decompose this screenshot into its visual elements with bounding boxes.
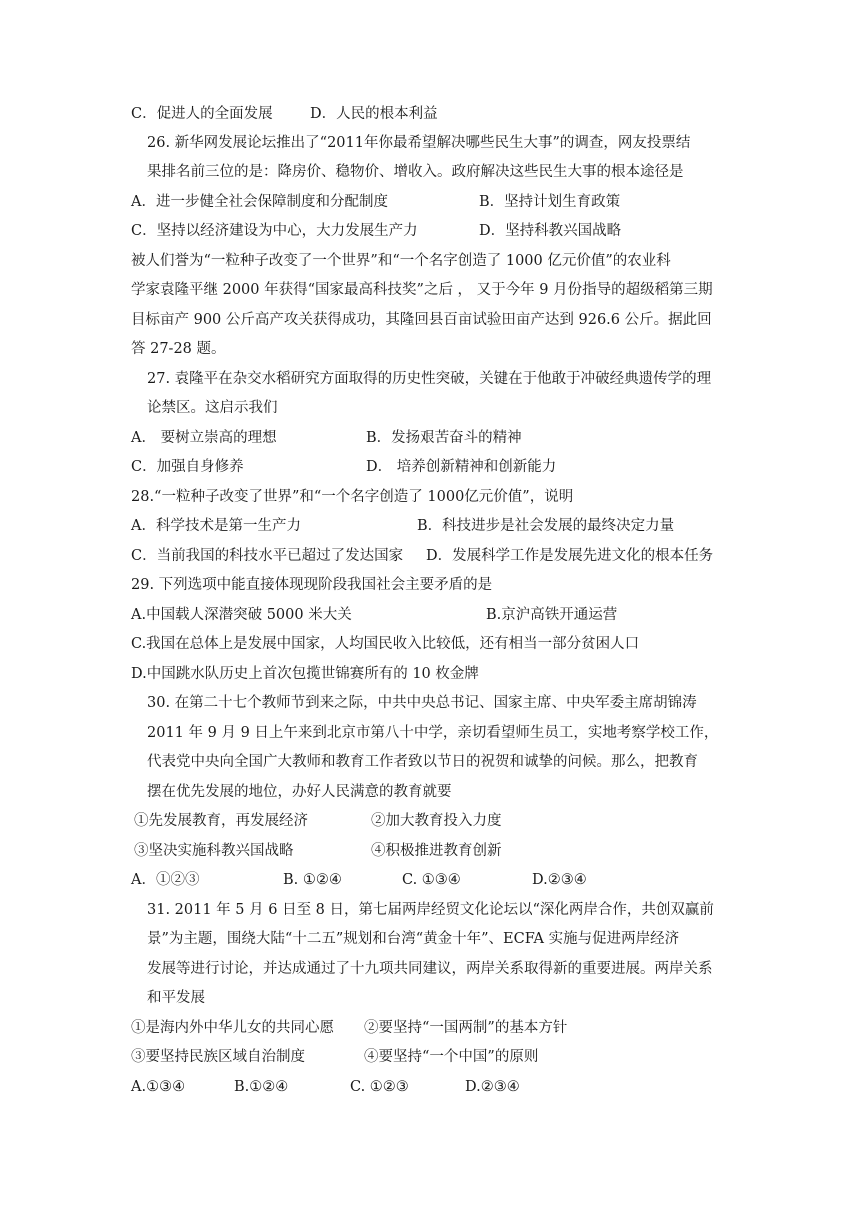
q25-option-d: D．人民的根本利益 — [310, 106, 438, 122]
q29-option-d: D.中国跳水队历史上首次包揽世锦赛所有的 10 枚金牌 — [131, 666, 479, 682]
q29-option-b: B.京沪高铁开通运营 — [486, 607, 618, 623]
passage-line-4: 答 27-28 题。 — [131, 341, 226, 357]
q31-item-2: ②要坚持“一国两制”的基本方针 — [364, 1020, 568, 1036]
q26-option-b: B．坚持计划生育政策 — [479, 194, 621, 210]
q31-option-c: C. ①②③ — [350, 1079, 409, 1095]
q26-stem-line-2: 果排名前三位的是：降房价、稳物价、增收入。政府解决这些民生大事的根本途径是 — [147, 164, 684, 180]
q30-item-2: ②加大教育投入力度 — [371, 813, 502, 829]
q30-option-c: C. ①③④ — [402, 872, 461, 888]
q28-option-a: A．科学技术是第一生产力 — [131, 518, 301, 534]
q27-option-a: A． 要树立崇高的理想 — [131, 430, 277, 446]
q29-stem: 29. 下列选项中能直接体现现阶段我国社会主要矛盾的是 — [131, 577, 493, 593]
q30-item-1: ①先发展教育，再发展经济 — [134, 813, 308, 829]
q27-stem-line-1: 27. 袁隆平在杂交水稻研究方面取得的历史性突破，关键在于他敢于冲破经典遗传学的理 — [147, 371, 712, 387]
q30-option-a: A．①②③ — [131, 872, 200, 888]
q29-option-c: C.我国在总体上是发展中国家，人均国民收入比较低，还有相当一部分贫困人口 — [131, 636, 640, 652]
q30-item-4: ④积极推进教育创新 — [371, 843, 502, 859]
q28-option-c: C．当前我国的科技水平已超过了发达国家 — [131, 548, 404, 564]
q30-stem-line-1: 30. 在第二十七个教师节到来之际，中共中央总书记、国家主席、中央军委主席胡锦涛 — [147, 695, 697, 711]
q26-option-a: A．进一步健全社会保障制度和分配制度 — [131, 194, 388, 210]
q30-option-b: B. ①②④ — [283, 872, 342, 888]
q27-option-c: C．加强自身修养 — [131, 459, 244, 475]
q29-option-a: A.中国载人深潜突破 5000 米大关 — [131, 607, 352, 623]
q28-option-d: D．发展科学工作是发展先进文化的根本任务 — [426, 548, 714, 564]
passage-line-1: 被人们誉为“一粒种子改变了一个世界”和“一个名字创造了 1000 亿元价值”的农业科 — [131, 253, 671, 269]
q31-item-3: ③要坚持民族区域自治制度 — [131, 1049, 305, 1065]
q28-option-b: B．科技进步是社会发展的最终决定力量 — [417, 518, 675, 534]
q27-option-d: D． 培养创新精神和创新能力 — [366, 459, 557, 475]
q31-stem-line-1: 31. 2011 年 5 月 6 日至 8 日，第七届两岸经贸文化论坛以“深化两岸合作，共创双赢前 — [147, 902, 714, 918]
q26-stem-line-1: 26. 新华网发展论坛推出了“2011年你最希望解决哪些民生大事”的调查，网友投票结 — [147, 135, 691, 151]
q31-option-b: B.①②④ — [234, 1079, 289, 1095]
q31-stem-line-4: 和平发展 — [147, 990, 205, 1006]
q26-option-d: D．坚持科教兴国战略 — [479, 223, 622, 239]
q28-stem: 28.“一粒种子改变了世界”和“一个名字创造了 1000亿元价值”，说明 — [131, 489, 574, 505]
passage-line-2: 学家袁隆平继 2000 年获得“国家最高科技奖”之后 ， 又于今年 9 月份指导的超级稻第三期 — [131, 282, 713, 298]
q30-stem-line-4: 摆在优先发展的地位，办好人民满意的教育就要 — [147, 784, 452, 800]
q31-stem-line-3: 发展等进行讨论，并达成通过了十九项共同建议，两岸关系取得新的重要进展。两岸关系 — [147, 961, 713, 977]
q31-item-4: ④要坚持“一个中国”的原则 — [364, 1049, 539, 1065]
q31-option-a: A.①③④ — [131, 1079, 186, 1095]
q30-item-3: ③坚决实施科教兴国战略 — [134, 843, 294, 859]
q27-stem-line-2: 论禁区。这启示我们 — [147, 400, 278, 416]
q26-option-c: C．坚持以经济建设为中心，大力发展生产力 — [131, 223, 418, 239]
q27-option-b: B．发扬艰苦奋斗的精神 — [366, 430, 522, 446]
q31-item-1: ①是海内外中华儿女的共同心愿 — [131, 1020, 334, 1036]
q30-option-d: D.②③④ — [532, 872, 587, 888]
passage-line-3: 目标亩产 900 公斤高产攻关获得成功，其隆回县百亩试验田亩产达到 926.6 公斤。据此回 — [131, 312, 712, 328]
q30-stem-line-3: 代表党中央向全国广大教师和教育工作者致以节日的祝贺和诚挚的问候。那么，把教育 — [147, 754, 698, 770]
q31-option-d: D.②③④ — [465, 1079, 520, 1095]
q25-option-c: C．促进人的全面发展 — [131, 106, 273, 122]
q30-stem-line-2: 2011 年 9 月 9 日上午来到北京市第八十中学，亲切看望师生员工，实地考察学校工作， — [147, 725, 719, 741]
q31-stem-line-2: 景”为主题，围绕大陆“十二五”规划和台湾“黄金十年”、ECFA 实施与促进两岸经济 — [147, 931, 680, 947]
